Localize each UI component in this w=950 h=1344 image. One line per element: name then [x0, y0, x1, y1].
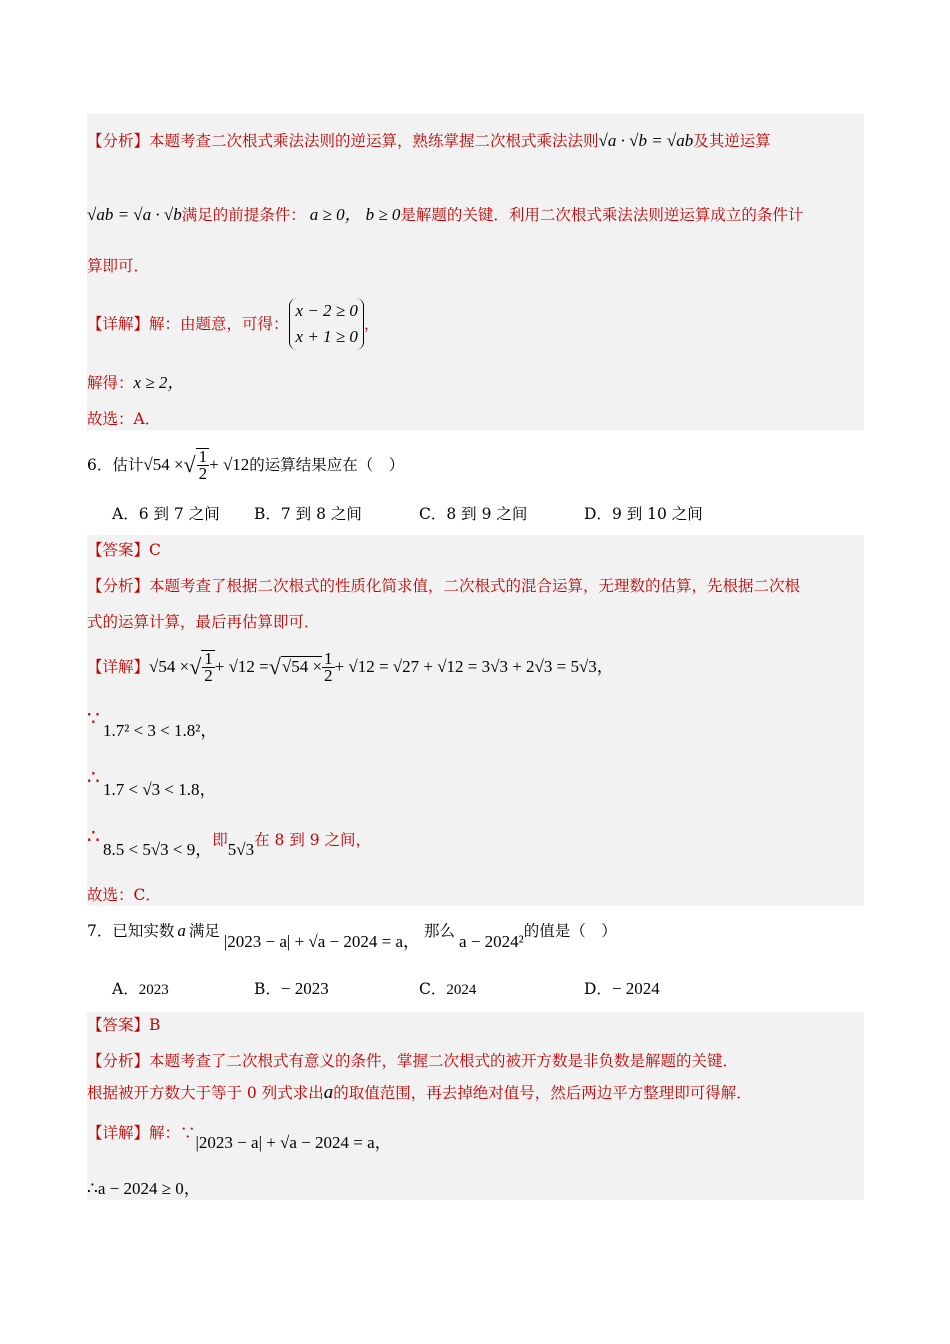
stem-suffix: 的值是（ ） — [523, 922, 617, 940]
detail-label: 【详解】 — [87, 658, 150, 676]
q6-option-c[interactable] — [419, 503, 527, 525]
analysis-label: 【分析】 — [87, 1052, 150, 1070]
radical-sign: √ — [189, 654, 202, 679]
option-letter: A． — [112, 505, 139, 523]
option-letter: A． — [112, 980, 139, 998]
detail-end: ， — [363, 315, 380, 333]
stem-expr: + √12 — [209, 455, 250, 474]
detail-text: 解：由题意，可得： — [149, 315, 289, 333]
detail-expr: + √12 = — [214, 657, 269, 676]
q7-answer-line — [87, 1014, 160, 1036]
q7-detail-line — [87, 1122, 392, 1152]
detail-expr: √54 × — [149, 657, 190, 676]
radical-sign: √ — [183, 452, 196, 477]
radical-sign: √ — [268, 654, 281, 679]
frac-num: 1 — [204, 649, 213, 668]
q6-option-a[interactable] — [112, 503, 220, 525]
q6-detail-line — [87, 650, 614, 684]
analysis-text: 本题考查了根据二次根式的性质化简求值，二次根式的混合运算，无理数的估算，先根据二次根 — [149, 577, 801, 595]
option-text: 6 到 7 之间 — [138, 505, 220, 523]
q6-therefore1-expr: 1.7 < √3 < 1.8， — [103, 780, 217, 799]
q6-analysis-line2 — [87, 611, 320, 633]
system-line-1: x − 2 ≥ 0 — [295, 301, 358, 320]
analysis-text: 本题考查了二次根式有意义的条件，掌握二次根式的被开方数是非负数是解题的关键． — [149, 1052, 739, 1070]
frac-den: 2 — [198, 464, 208, 483]
therefore-expr: 8.5 < 5√3 < 9， — [103, 840, 213, 859]
q7-option-d[interactable] — [584, 978, 660, 1000]
q5-analysis-line2 — [87, 204, 803, 226]
q5-solve-line — [87, 372, 184, 394]
stem-expr: |2023 − a| + √a − 2024 = a， — [223, 932, 421, 951]
q5-detail-line — [87, 298, 379, 350]
analysis-text: 是解题的关键．利用二次根式乘法法则逆运算成立的条件计 — [400, 206, 804, 224]
option-text: − 2024 — [611, 979, 660, 998]
q6-therefore2-expr-line — [103, 829, 372, 859]
q6-answer-line — [87, 539, 161, 561]
q6-analysis-line1 — [87, 575, 800, 597]
q5-solution-block — [87, 114, 864, 430]
therefore-expr: 5√3 — [227, 840, 255, 859]
formula: √a · √b = √ab — [598, 131, 694, 150]
fraction — [196, 448, 210, 482]
detail-expr: + √12 = √27 + √12 = 3√3 + 2√3 = 5√3， — [334, 657, 614, 676]
detail-label: 【详解】 — [87, 315, 150, 333]
therefore-symbol: ∴ — [87, 824, 100, 848]
q6-option-d[interactable] — [584, 503, 703, 525]
q7-therefore-line: ∴a − 2024 ≥ 0， — [87, 1179, 201, 1198]
stem-mid2: 那么 — [424, 922, 456, 940]
option-text: 2024 — [446, 982, 477, 998]
stem-expr2: a − 2024² — [459, 932, 524, 951]
inequality-system — [289, 298, 364, 350]
system-line-2: x + 1 ≥ 0 — [295, 327, 358, 346]
q7-option-b[interactable] — [254, 978, 329, 1000]
solve-value: x ≥ 2， — [133, 373, 185, 392]
q7-option-a[interactable] — [112, 978, 169, 1001]
stem-suffix: 的运算结果应在（ ） — [249, 456, 405, 474]
q6-option-b[interactable] — [254, 503, 362, 525]
analysis-label: 【分析】 — [87, 132, 150, 150]
frac-num: 1 — [198, 447, 208, 466]
choose-text: 故选：C． — [87, 886, 161, 904]
stem-prefix: 6．估计 — [87, 456, 144, 474]
option-text: 8 到 9 之间 — [446, 505, 528, 523]
q5-analysis-line1 — [87, 130, 771, 152]
choose-text: 故选：A． — [87, 410, 161, 428]
detail-expr: √54 × — [281, 657, 323, 676]
detail-label: 【详解】 — [87, 1124, 150, 1142]
q5-choose-line — [87, 408, 160, 430]
q7-option-c[interactable] — [419, 978, 476, 1001]
therefore-end: 在 8 到 9 之间， — [254, 831, 372, 849]
analysis-text: 满足的前提条件： — [181, 206, 306, 224]
analysis-text: 的取值范围，再去掉绝对值号，然后两边平方整理即可得解． — [333, 1084, 752, 1102]
q6-stem — [87, 448, 404, 482]
option-letter: D． — [584, 505, 612, 523]
q6-therefore2-line — [87, 825, 100, 849]
frac-den: 2 — [204, 666, 213, 685]
q7-analysis-line2 — [87, 1082, 752, 1104]
answer-value: B — [149, 1016, 161, 1034]
option-letter: B． — [254, 505, 281, 523]
option-letter: D． — [584, 980, 612, 998]
fraction — [322, 648, 335, 685]
analysis-label: 【分析】 — [87, 577, 150, 595]
analysis-text: 算即可． — [87, 257, 150, 275]
stem-var: a — [177, 921, 186, 940]
option-text: 9 到 10 之间 — [611, 505, 703, 523]
fraction — [201, 650, 215, 684]
q7-solution-block — [87, 1012, 864, 1200]
option-letter: C． — [419, 505, 447, 523]
answer-label: 【答案】 — [87, 1016, 150, 1034]
frac-den: 2 — [324, 665, 333, 685]
analysis-var: a — [323, 1082, 334, 1103]
answer-label: 【答案】 — [87, 541, 150, 559]
formula: √ab = √a · √b — [87, 205, 182, 224]
q6-because-line — [87, 707, 100, 731]
stem-mid: 满足 — [188, 922, 220, 940]
analysis-text: 式的运算计算，最后再估算即可． — [87, 613, 320, 631]
option-text: − 2023 — [280, 979, 329, 998]
q7-analysis-line1 — [87, 1050, 738, 1072]
detail-text: 解：∵ — [149, 1124, 196, 1142]
q6-therefore1-line — [87, 766, 100, 790]
stem-expr: √54 × — [143, 455, 184, 474]
condition-b: b ≥ 0 — [365, 205, 401, 224]
q6-because-expr: 1.7² < 3 < 1.8²， — [103, 721, 218, 740]
analysis-text: 及其逆运算 — [693, 132, 771, 150]
answer-value: C — [149, 541, 161, 559]
option-text: 7 到 8 之间 — [280, 505, 362, 523]
solve-text: 解得： — [87, 374, 134, 392]
detail-expr: |2023 − a| + √a − 2024 = a， — [195, 1133, 392, 1152]
analysis-text: 根据被开方数大于等于 0 列式求出 — [87, 1084, 324, 1102]
option-letter: C． — [419, 980, 447, 998]
analysis-text: 本题考查二次根式乘法法则的逆运算，熟练掌握二次根式乘法法则 — [149, 132, 599, 150]
frac-num: 1 — [324, 648, 333, 668]
therefore-mid: 即 — [212, 831, 228, 849]
therefore-symbol: ∴ — [87, 765, 100, 789]
q7-stem — [87, 920, 617, 951]
q6-choose-line — [87, 884, 161, 906]
because-symbol: ∵ — [87, 706, 100, 730]
option-letter: B． — [254, 980, 281, 998]
stem-prefix: 7．已知实数 — [87, 922, 175, 940]
option-text: 2023 — [138, 982, 169, 998]
condition-a: a ≥ 0， — [309, 205, 362, 224]
q5-analysis-line3 — [87, 255, 149, 277]
